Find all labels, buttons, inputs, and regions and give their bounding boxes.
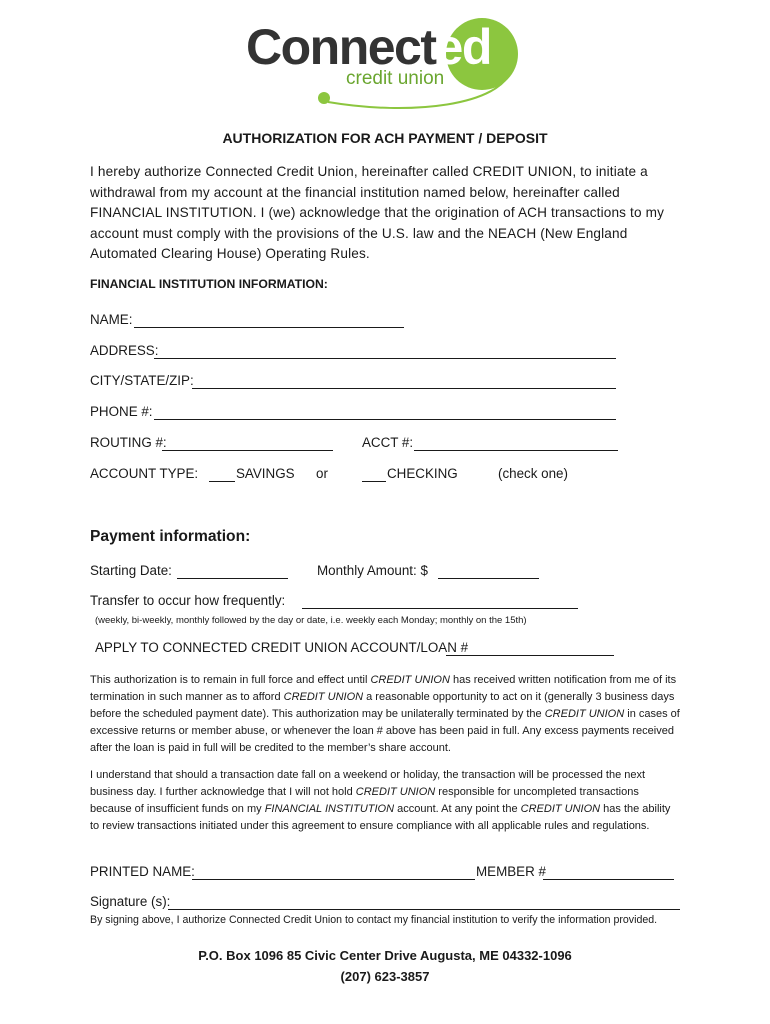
signature-label: Signature (s): bbox=[90, 894, 171, 909]
savings-label: SAVINGS bbox=[236, 466, 295, 481]
footer-phone: (207) 623-3857 bbox=[340, 969, 430, 984]
starting-date-label: Starting Date: bbox=[90, 563, 172, 578]
name-label: NAME: bbox=[90, 312, 133, 327]
address-label: ADDRESS: bbox=[90, 343, 159, 358]
monthly-amount-field[interactable] bbox=[438, 578, 539, 579]
logo-tagline: credit union bbox=[346, 68, 445, 89]
logo-word-dark2: ct bbox=[394, 19, 436, 75]
logo-word-dark: Conne bbox=[246, 19, 395, 75]
account-type-label: ACCOUNT TYPE: bbox=[90, 466, 199, 481]
or-label: or bbox=[316, 466, 328, 481]
name-field[interactable] bbox=[134, 327, 404, 328]
printed-name-field[interactable] bbox=[192, 879, 475, 880]
check-one-note: (check one) bbox=[498, 466, 568, 481]
document-title: AUTHORIZATION FOR ACH PAYMENT / DEPOSIT bbox=[222, 130, 548, 146]
signature-field[interactable] bbox=[168, 909, 680, 910]
starting-date-field[interactable] bbox=[177, 578, 288, 579]
member-number-field[interactable] bbox=[543, 879, 674, 880]
city-state-zip-label: CITY/STATE/ZIP: bbox=[90, 373, 194, 388]
city-state-zip-field[interactable] bbox=[192, 388, 616, 389]
logo-word-light: ed bbox=[435, 19, 491, 75]
member-label: MEMBER # bbox=[476, 864, 546, 879]
phone-field[interactable] bbox=[154, 419, 616, 420]
address-field[interactable] bbox=[154, 358, 616, 359]
logo bbox=[240, 8, 530, 120]
monthly-amount-label: Monthly Amount: $ bbox=[317, 563, 428, 578]
checking-checkbox-line[interactable] bbox=[362, 481, 386, 482]
signature-disclaimer: By signing above, I authorize Connected Credit Union to contact my financial institution to verify the information provided. bbox=[90, 914, 658, 926]
transfer-hint: (weekly, bi-weekly, monthly followed by the day or date, i.e. weekly each Monday; monthly on the 15th) bbox=[95, 615, 527, 626]
footer-address: P.O. Box 1096 85 Civic Center Drive Augusta, ME 04332-1096 bbox=[198, 948, 572, 963]
acct-field[interactable] bbox=[414, 450, 618, 451]
intro-paragraph: I hereby authorize Connected Credit Union, hereinafter called CREDIT UNION, to initiate a withdrawal from my account at the financial institution named below, hereinafter called FINANCIAL INSTITUTION. I (we) acknowledge that the origination of ACH transactions to my account must comply with the provisions of the U.S. law and the NEACH (New England Automated Clearing House) Operating Rules. bbox=[90, 164, 665, 262]
transfer-frequency-field[interactable] bbox=[302, 608, 578, 609]
routing-field[interactable] bbox=[162, 450, 333, 451]
routing-label: ROUTING #: bbox=[90, 435, 167, 450]
terms-paragraph-2: I understand that should a transaction date fall on a weekend or holiday, the transaction will be processed the next business day. I further acknowledge that I will not hold CREDIT UNION responsible for uncompleted transactions because of insufficient funds on my FINANCIAL INSTITUTION account. At any point the CREDIT UNION has the ability to review transactions initiated under this agreement to ensure compliance with all applicable rules and regulations. bbox=[90, 769, 671, 832]
apply-label: APPLY TO CONNECTED CREDIT UNION ACCOUNT/LOAN # bbox=[95, 640, 469, 655]
checking-label: CHECKING bbox=[387, 466, 458, 481]
payment-heading: Payment information: bbox=[90, 528, 251, 545]
savings-checkbox-line[interactable] bbox=[209, 481, 235, 482]
acct-label: ACCT #: bbox=[362, 435, 414, 450]
terms-paragraph-1: This authorization is to remain in full force and effect until CREDIT UNION has received written notification from me of its termination in such manner as to afford CREDIT UNION a reasonable opportunity to act on it (generally 3 business days before the scheduled payment date). This authorization may be unilaterally terminated by the CREDIT UNION in cases of excessive returns or member abuse, or whenever the loan # above has been paid in full. Any excess payments received after the loan is paid in full will be credited to the member’s share account. bbox=[90, 674, 680, 754]
logo-dot bbox=[318, 92, 330, 104]
account-loan-field[interactable] bbox=[446, 655, 614, 656]
phone-label: PHONE #: bbox=[90, 404, 153, 419]
printed-name-label: PRINTED NAME: bbox=[90, 864, 195, 879]
transfer-label: Transfer to occur how frequently: bbox=[90, 593, 286, 608]
fi-heading: FINANCIAL INSTITUTION INFORMATION: bbox=[90, 277, 328, 291]
